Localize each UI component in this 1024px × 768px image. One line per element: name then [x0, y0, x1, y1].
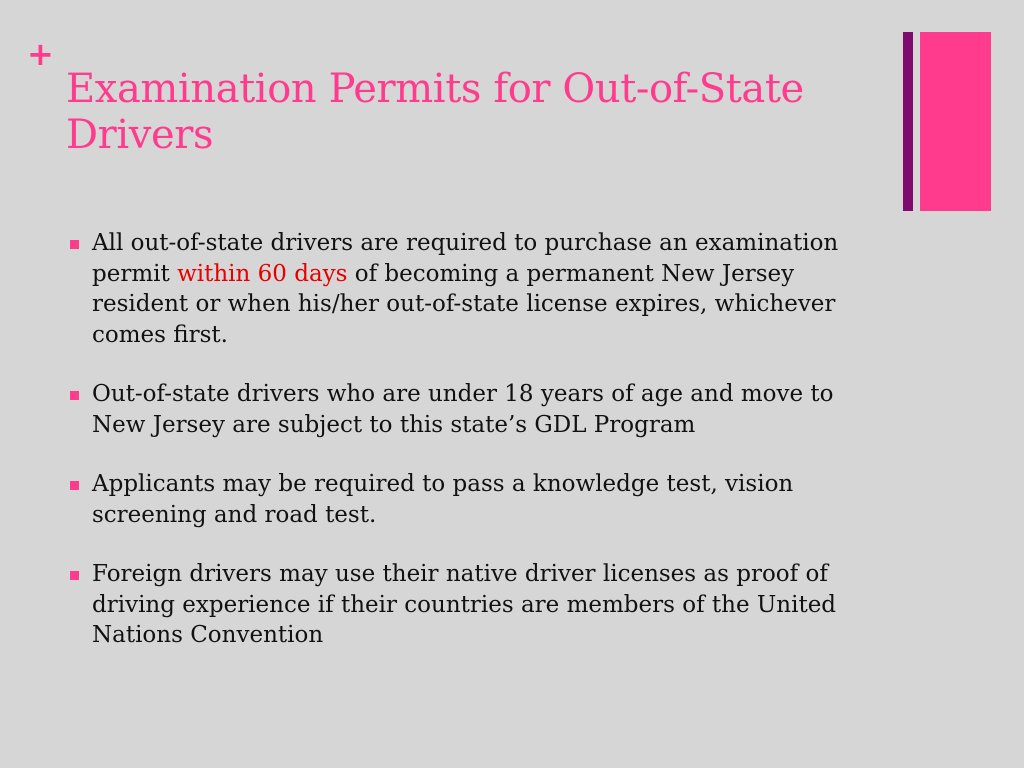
bullet-square-icon: [70, 571, 79, 580]
accent-bar-thin: [903, 32, 913, 211]
bullet-text: Foreign drivers may use their native driver licenses as proof of driving experience if their countries are members of the United Nations Convention: [92, 561, 837, 648]
bullet-item-tests: [70, 469, 890, 530]
bullet-item-permit-deadline: [70, 228, 890, 350]
bullet-item-foreign-drivers: [70, 559, 890, 651]
bullet-highlight-text: within 60 days: [177, 260, 348, 287]
bullet-square-icon: [70, 240, 79, 249]
bullet-text: Out-of-state drivers who are under 18 years of age and move to New Jersey are subject to this state’s GDL Program: [92, 381, 834, 438]
bullet-list: [70, 228, 890, 680]
bullet-square-icon: [70, 481, 79, 490]
bullet-text-after: of becoming a permanent New Jersey resident or when his/her out-of-state license expires, whichever comes first.: [92, 260, 836, 348]
bullet-square-icon: [70, 391, 79, 400]
plus-decoration: +: [27, 35, 54, 73]
bullet-text: Applicants may be required to pass a knowledge test, vision screening and road test.: [92, 471, 794, 528]
slide-title: Examination Permits for Out-of-State Drivers: [66, 66, 804, 158]
accent-bar-wide: [920, 32, 991, 211]
bullet-item-gdl-program: [70, 379, 890, 440]
bullet-text-before: All out-of-state drivers are required to purchase an examination permit: [92, 230, 839, 287]
